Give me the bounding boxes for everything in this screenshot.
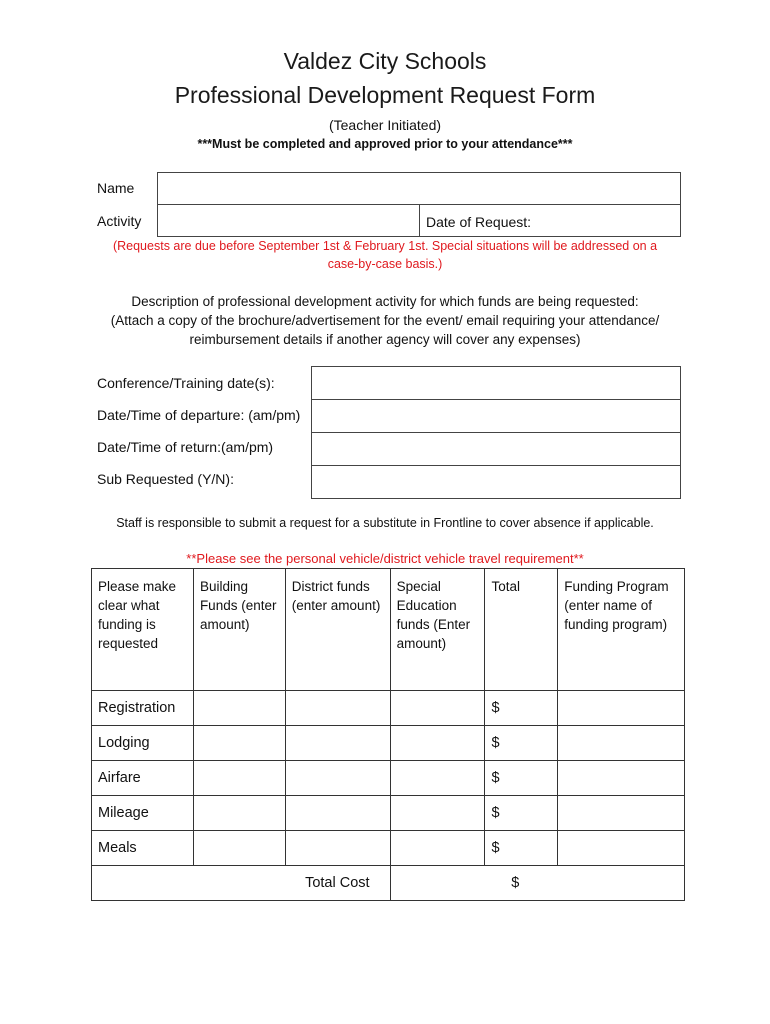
deadline-note-line1: (Requests are due before September 1st & February 1st. Special situations will be addressed on a (112, 239, 658, 253)
registration-district-cell[interactable] (285, 691, 390, 726)
total-cost-label: Total Cost (92, 866, 391, 901)
airfare-district-cell[interactable] (285, 761, 390, 796)
travel-requirement-note: **Please see the personal vehicle/district vehicle travel requirement** (186, 551, 584, 566)
airfare-total-cell[interactable]: $ (485, 761, 558, 796)
conference-date-field[interactable] (311, 366, 681, 400)
mileage-sped-cell[interactable] (390, 796, 485, 831)
table-row (92, 691, 685, 726)
row-label-lodging: Lodging (92, 726, 194, 761)
staff-substitute-note: Staff is responsible to submit a request for a substitute in Frontline to cover absence if applicable. (116, 516, 654, 530)
table-row (92, 726, 685, 761)
mileage-building-cell[interactable] (193, 796, 285, 831)
mileage-total-cell[interactable]: $ (485, 796, 558, 831)
registration-building-cell[interactable] (193, 691, 285, 726)
meals-building-cell[interactable] (193, 831, 285, 866)
lodging-program-cell[interactable] (558, 726, 685, 761)
lodging-total-cell[interactable]: $ (485, 726, 558, 761)
lodging-sped-cell[interactable] (390, 726, 485, 761)
sub-requested-label: Sub Requested (Y/N): (97, 471, 234, 487)
conference-date-label: Conference/Training date(s): (97, 375, 275, 391)
return-label: Date/Time of return:(am/pm) (97, 439, 274, 455)
mileage-district-cell[interactable] (285, 796, 390, 831)
lodging-building-cell[interactable] (193, 726, 285, 761)
header-district-funds: District funds (enter amount) (285, 569, 390, 691)
row-label-airfare: Airfare (92, 761, 194, 796)
funding-table (91, 568, 685, 901)
activity-field[interactable] (157, 204, 420, 237)
row-label-mileage: Mileage (92, 796, 194, 831)
date-of-request-field[interactable] (419, 204, 681, 237)
mileage-program-cell[interactable] (558, 796, 685, 831)
name-field[interactable] (157, 172, 681, 205)
table-row (92, 831, 685, 866)
form-subtitle: (Teacher Initiated) (328, 117, 442, 133)
header-total: Total (485, 569, 558, 691)
total-cost-row (92, 866, 685, 901)
return-field[interactable] (311, 432, 681, 466)
meals-total-cell[interactable]: $ (485, 831, 558, 866)
header-funding-program: Funding Program (enter name of funding program) (558, 569, 685, 691)
row-label-meals: Meals (92, 831, 194, 866)
departure-label: Date/Time of departure: (am/pm) (97, 407, 301, 423)
table-header-row (92, 569, 685, 691)
airfare-building-cell[interactable] (193, 761, 285, 796)
date-of-request-label: Date of Request: (426, 214, 532, 230)
table-row (92, 796, 685, 831)
registration-sped-cell[interactable] (390, 691, 485, 726)
row-label-registration: Registration (92, 691, 194, 726)
header-building-funds: Building Funds (enter amount) (193, 569, 285, 691)
form-title-line2: Professional Development Request Form (174, 82, 596, 108)
name-label: Name (97, 180, 135, 196)
description-line3: reimbursement details if another agency will cover any expenses) (189, 332, 581, 347)
registration-program-cell[interactable] (558, 691, 685, 726)
meals-sped-cell[interactable] (390, 831, 485, 866)
departure-field[interactable] (311, 399, 681, 433)
airfare-sped-cell[interactable] (390, 761, 485, 796)
sub-requested-field[interactable] (311, 465, 681, 499)
activity-label: Activity (97, 213, 142, 229)
description-line1: Description of professional development activity for which funds are being requested: (131, 294, 639, 309)
table-row (92, 761, 685, 796)
deadline-note-line2: case-by-case basis.) (327, 257, 443, 271)
registration-total-cell[interactable]: $ (485, 691, 558, 726)
meals-program-cell[interactable] (558, 831, 685, 866)
meals-district-cell[interactable] (285, 831, 390, 866)
header-funding-requested: Please make clear what funding is requested (92, 569, 194, 691)
airfare-program-cell[interactable] (558, 761, 685, 796)
lodging-district-cell[interactable] (285, 726, 390, 761)
form-title-line1: Valdez City Schools (283, 48, 487, 74)
total-cost-cell[interactable]: $ (390, 866, 684, 901)
header-special-education-funds: Special Education funds (Enter amount) (390, 569, 485, 691)
completion-notice: ***Must be completed and approved prior to your attendance*** (197, 137, 573, 151)
description-line2: (Attach a copy of the brochure/advertisement for the event/ email requiring your attendance/ (110, 313, 660, 328)
